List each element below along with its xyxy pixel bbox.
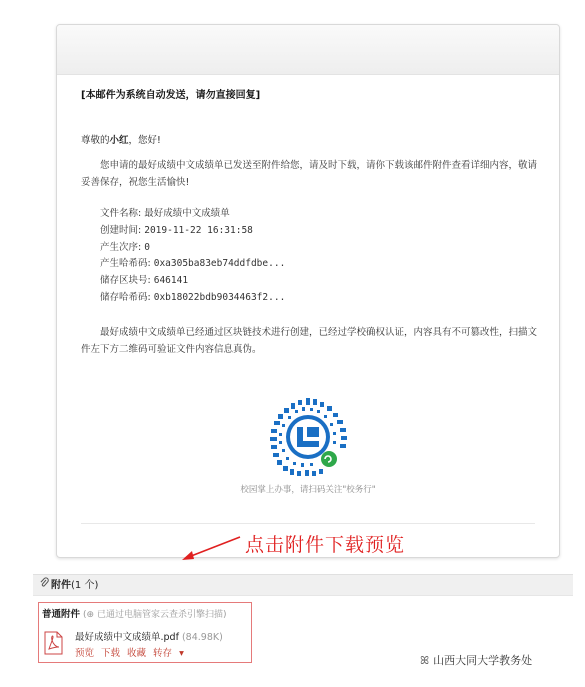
- file-info-label: 储存哈希码:: [100, 291, 151, 303]
- qr-caption: 校园掌上办事，请扫码关注"校务行": [240, 485, 376, 495]
- attachment-actions: [75, 645, 198, 659]
- file-info-value: 2019-11-22 16:31:58: [144, 224, 253, 236]
- file-info-value: 0xa305ba83eb74ddfdbe...: [153, 258, 286, 270]
- forward-link-label: 转存: [153, 648, 173, 659]
- file-info-row: [100, 222, 539, 239]
- file-info-row: [100, 272, 539, 289]
- email-header-bar: [57, 25, 559, 75]
- mini-program-qr-code: [267, 396, 349, 478]
- chevron-down-icon: ▾: [179, 648, 184, 659]
- file-info-label: 文件名称:: [100, 208, 142, 219]
- download-callout: 点击附件下载预览: [245, 534, 406, 556]
- wechat-icon: ꕤ: [420, 654, 430, 667]
- virus-scan-note: (⊕ 已通过电脑管家云查杀引擎扫描): [83, 610, 227, 620]
- qr-code-icon: [267, 396, 349, 478]
- attachments-count: (1 个): [71, 580, 99, 591]
- file-info-list: [81, 205, 539, 306]
- greeting-suffix: ，您好!: [128, 135, 161, 146]
- preview-link[interactable]: 预览: [75, 648, 95, 659]
- email-card: [56, 24, 560, 558]
- recipient-name: 小红: [109, 135, 129, 146]
- attachment-box: [38, 602, 252, 663]
- normal-attachment-label: 普通附件: [42, 609, 81, 620]
- file-info-value: 646141: [153, 275, 189, 287]
- attachment-file-size: (84.98K): [181, 632, 223, 643]
- attachments-header: [33, 574, 573, 596]
- watermark-text: 山西大同大学教务处: [433, 654, 533, 667]
- file-info-value: 0: [144, 241, 150, 253]
- file-info-row: [100, 205, 539, 222]
- red-arrow-icon: [178, 533, 244, 563]
- wechat-watermark: [420, 652, 532, 668]
- auto-send-notice: [本邮件为系统自动发送，请勿直接回复]: [81, 90, 261, 101]
- greeting-prefix: 尊敬的: [81, 135, 110, 146]
- divider: [81, 523, 535, 524]
- forward-dropdown[interactable]: [153, 648, 191, 659]
- intro-paragraph: 您申请的最好成绩中文成绩单已发送至附件给您，请及时下载，请你下载该邮件附件查看详细内容，敬请妥善保存，祝您生活愉快!: [81, 160, 538, 188]
- pdf-file-icon[interactable]: [44, 631, 63, 655]
- file-info-label: 产生次序:: [100, 241, 142, 253]
- attachment-file[interactable]: [75, 629, 223, 643]
- attachments-label: 附件: [51, 580, 71, 591]
- attachment-section-title: [42, 606, 226, 620]
- file-info-value: 最好成绩中文成绩单: [144, 208, 230, 219]
- file-info-label: 创建时间:: [100, 224, 142, 236]
- file-info-label: 产生哈希码:: [100, 258, 151, 270]
- file-info-label: 储存区块号:: [100, 275, 151, 287]
- save-link[interactable]: 收藏: [127, 648, 147, 659]
- file-info-row: [100, 255, 539, 272]
- paperclip-icon: [39, 575, 51, 596]
- greeting: [81, 132, 539, 149]
- download-link[interactable]: 下载: [101, 648, 121, 659]
- blockchain-paragraph: 最好成绩中文成绩单已经通过区块链技术进行创建，已经过学校确权认证，内容具有不可篡改性，扫描文件左下方二维码可验证文件内容信息真伪。: [81, 326, 538, 355]
- email-body: [81, 87, 539, 358]
- attachment-file-name[interactable]: 最好成绩中文成绩单.pdf: [75, 632, 179, 643]
- file-info-row: [100, 239, 539, 256]
- file-info-value: 0xb18022bdb9034463f2...: [153, 291, 286, 303]
- file-info-row: [100, 289, 539, 306]
